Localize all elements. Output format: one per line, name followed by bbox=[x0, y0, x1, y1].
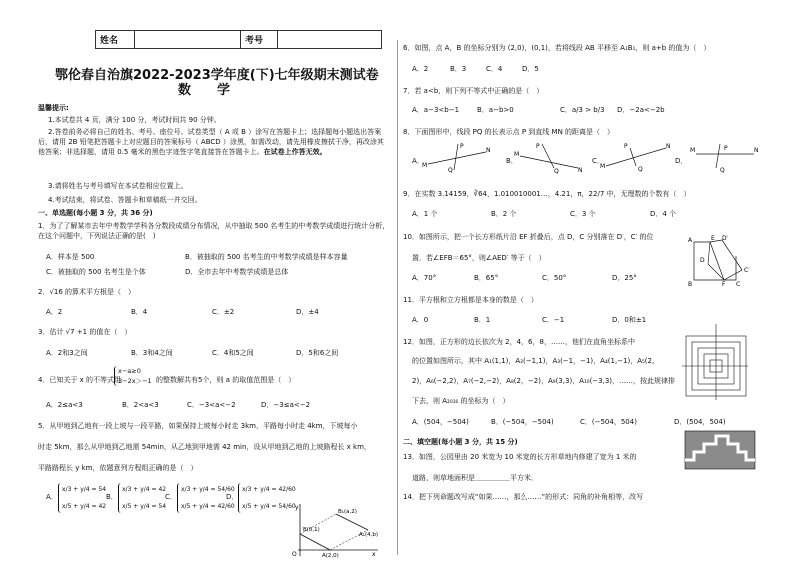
q6-point-b1-label: B₁(a,2) bbox=[338, 509, 357, 515]
svg-text:Q: Q bbox=[720, 167, 725, 174]
q6-origin-label: O bbox=[292, 551, 297, 558]
q4-stem-b: 的整数解共有5个，则 a 的取值范围是（ ） bbox=[156, 376, 296, 384]
notice-p2: 2.答卷前务必将自己的姓名、考号、座位号、试卷类型（ A 或 B ）涂写在答题卡上；选择题每小题选出答案后，请用 2B 铅笔把答题卡上对应题目的答案标号（ ABCD ）涂黑，如需改动，请先用橡皮擦拭干净，再改涂其他答案；非选择题，请用 0.5 毫米的黑色字迹签字笔直接答在答题卡上。在试卷上作答无效。 bbox=[38, 128, 384, 156]
q11-option-c: C．−1 bbox=[542, 316, 565, 324]
q6-option-b: B．3 bbox=[450, 65, 467, 73]
q6-option-a: A．2 bbox=[412, 65, 429, 73]
q9-stem: 9．在实数 3.14159，∛64，1.010010001…，4.21，π，22/7 中，无理数的个数有（ ） bbox=[403, 190, 691, 198]
svg-text:C′: C′ bbox=[744, 267, 750, 274]
q9-option-a: A．1 个 bbox=[412, 210, 438, 218]
q2-option-b: B．4 bbox=[131, 308, 148, 316]
svg-text:P: P bbox=[460, 143, 464, 150]
q4-stem-a: 4．已知关于 x 的不等式组 bbox=[38, 376, 122, 384]
q8-option-c-label: C． bbox=[592, 157, 604, 165]
svg-text:N: N bbox=[578, 167, 583, 174]
q7-option-c: C．a/3 > b/3 bbox=[560, 106, 605, 114]
q10-option-b: B．65° bbox=[474, 274, 499, 282]
q3-stem: 3．估计 √7 +1 的值在（ ） bbox=[38, 328, 132, 336]
q6-option-c: C．4 bbox=[486, 65, 503, 73]
q6-x-axis-label: x bbox=[372, 551, 376, 558]
exam-title: 鄂伦春自治旗2022-2023学年度(下)七年级期末测试卷 bbox=[55, 68, 379, 83]
q5-line1: 5．从甲地到乙地有一段上坡与一段平路，如果保持上坡每小时走 3km，平路每小时走 4km，下坡每小 bbox=[38, 422, 358, 430]
subject-title: 数 学 bbox=[178, 83, 231, 98]
svg-text:Q: Q bbox=[448, 167, 453, 174]
q4-option-b: B．2<a<3 bbox=[122, 401, 159, 409]
q2-option-d: D．±4 bbox=[296, 308, 319, 316]
q1-stem: 1．为了了解某市去年中考数学学科各分数段成绩分布情况，从中抽取 500 名考生的中考数学成绩进行统计分析，在这个问题中，下列说法正确的是( ) bbox=[38, 222, 390, 240]
q4-system-line1: x−a≥0 bbox=[118, 367, 141, 375]
q3-option-d: D．5和6之间 bbox=[296, 349, 339, 357]
q6-point-a-label: A(2,0) bbox=[322, 553, 339, 558]
svg-text:D′: D′ bbox=[722, 235, 728, 242]
svg-text:M: M bbox=[690, 147, 696, 154]
q12-option-d: D．(504，504) bbox=[674, 418, 726, 426]
name-label: 姓名 bbox=[96, 31, 135, 49]
q4-system-line2: 3−2x＞−1 bbox=[118, 377, 152, 385]
q3-option-c: C．4和5之间 bbox=[212, 349, 254, 357]
q10-option-c: C．50° bbox=[542, 274, 567, 282]
svg-text:P: P bbox=[724, 145, 728, 152]
svg-text:M: M bbox=[514, 151, 520, 158]
q8-option-a-label: A． bbox=[412, 157, 424, 165]
q12-line2: 的位置如图所示，其中 A₁(1,1)，A₂(−1,1)，A₃(−1，−1)，A₄(1,−1)，A₅(2, bbox=[412, 357, 655, 365]
q13-line2: 道路，则草地面积是＿＿＿＿＿平方米． bbox=[412, 474, 538, 482]
svg-text:M: M bbox=[422, 162, 428, 169]
q3-option-b: B．3和4之间 bbox=[131, 349, 173, 357]
q7-stem: 7．若 a<b，则下列不等式中正确的是（ ） bbox=[403, 87, 544, 95]
q3-option-a: A．2和3之间 bbox=[46, 349, 88, 357]
svg-text:P: P bbox=[624, 143, 628, 150]
section2-heading: 二、填空题(每小题 3 分，共 15 分) bbox=[403, 438, 518, 446]
section1-heading: 一、单选题(每小题 3 分，共 36 分) bbox=[38, 209, 153, 217]
q1-option-b: B．被抽取的 500 名考生的中考数学成绩是样本容量 bbox=[185, 253, 348, 261]
notice-p1: 1.本试卷共 4 页，满分 100 分，考试时间共 90 分钟。 bbox=[48, 116, 221, 124]
q6-coordinate-figure bbox=[286, 500, 386, 558]
q5-line2: 时走 5km，那么从甲地到乙地需 54min，从乙地到甲地需 42 min，设从甲地到乙地的上坡路程长 x km， bbox=[38, 443, 371, 451]
q9-option-b: B．2 个 bbox=[491, 210, 517, 218]
q8-figure-a bbox=[422, 140, 492, 174]
notice-p4: 4.考试结束，将试卷、答题卡和草稿纸一并交回。 bbox=[48, 196, 202, 204]
name-id-table bbox=[95, 30, 382, 49]
svg-text:B: B bbox=[688, 281, 693, 288]
svg-text:M: M bbox=[600, 163, 606, 170]
svg-text:Q: Q bbox=[554, 168, 559, 174]
q12-line4: 下去，则 A₂₀₁₆ 的坐标为（ ） bbox=[412, 397, 510, 405]
id-label: 考号 bbox=[241, 31, 278, 49]
q2-option-a: A．2 bbox=[46, 308, 63, 316]
svg-text:D: D bbox=[700, 257, 705, 264]
q10-fold-figure bbox=[686, 234, 756, 288]
q6-option-d: D．5 bbox=[522, 65, 539, 73]
svg-text:P: P bbox=[536, 143, 540, 150]
q13-lawn-figure bbox=[684, 430, 756, 470]
q7-option-a: A．a−3<b−1 bbox=[412, 106, 460, 114]
q8-option-d-label: D． bbox=[675, 157, 688, 165]
q8-figure-c bbox=[600, 140, 672, 174]
q1-option-d: D．全市去年中考数学成绩是总体 bbox=[185, 268, 289, 276]
q5-line3: 平路路程长 y km，依题意列方程组正确的是（ ） bbox=[38, 464, 198, 472]
svg-text:C: C bbox=[736, 281, 741, 288]
q4-option-d: D．−3≤a<−2 bbox=[261, 401, 311, 409]
q8-figure-d bbox=[690, 140, 760, 174]
q4-option-c: C．−3<a<−2 bbox=[187, 401, 236, 409]
q6-stem: 6．如图，点 A，B 的坐标分别为 (2,0)，(0,1)，若将线段 AB 平移至 A₁B₁，则 a+b 的值为（ ） bbox=[403, 44, 711, 52]
q12-line1: 12．如图，正方形的边长依次为 2，4，6，8，……，他们在直角坐标系中 bbox=[403, 338, 635, 346]
svg-text:N: N bbox=[486, 147, 491, 154]
q10-line1: 10．如图所示，把一个长方形纸片沿 EF 折叠后，点 D，C 分别落在 D′，C′ 的位 bbox=[403, 233, 654, 241]
svg-text:E: E bbox=[711, 235, 715, 242]
q8-option-b-label: B． bbox=[506, 157, 518, 165]
column-divider bbox=[397, 40, 398, 555]
q11-option-b: B．1 bbox=[474, 316, 491, 324]
q6-point-b-label: B(0,1) bbox=[303, 527, 320, 533]
svg-text:A: A bbox=[688, 237, 693, 244]
q12-option-a: A．(504，−504) bbox=[412, 418, 469, 426]
q7-option-b: B．a−b>0 bbox=[477, 106, 514, 114]
q12-option-b: B．(−504，−504) bbox=[491, 418, 554, 426]
svg-text:N: N bbox=[754, 147, 759, 154]
notice-p3: 3.请将姓名与考号填写在本试卷相应位置上。 bbox=[48, 182, 188, 190]
q13-line1: 13．如图，公园里由 20 米宽为 10 米宽的长方形草地内修建了宽为 1 米的 bbox=[403, 453, 637, 461]
q11-option-d: D．0和±1 bbox=[612, 316, 647, 324]
q10-option-a: A．70° bbox=[412, 274, 437, 282]
q7-option-d: D．−2a<−2b bbox=[617, 106, 665, 114]
q10-option-d: D．25° bbox=[612, 274, 637, 282]
q6-y-axis-label: y bbox=[295, 504, 299, 511]
q9-option-c: C．3 个 bbox=[570, 210, 596, 218]
svg-text:N: N bbox=[666, 143, 671, 150]
q1-option-a: A．样本是 500 bbox=[46, 253, 95, 261]
q4-option-a: A．2≤a<3 bbox=[46, 401, 83, 409]
q11-option-a: A．0 bbox=[412, 316, 429, 324]
svg-text:F: F bbox=[722, 281, 726, 288]
q14-line1: 14．把下列命题改写成“如果……，那么……”的形式：同角的补角相等，改写 bbox=[403, 493, 644, 501]
q2-stem: 2．√16 的算术平方根是（ ） bbox=[38, 288, 136, 296]
q8-stem: 8．下面图形中，线段 PQ 的长表示点 P 到直线 MN 的距离是（ ） bbox=[403, 128, 615, 136]
q6-point-a1-label: A₁(4,b) bbox=[359, 532, 378, 538]
q2-option-c: C．±2 bbox=[212, 308, 235, 316]
q8-figure-b bbox=[514, 140, 584, 174]
svg-text:Q: Q bbox=[638, 166, 643, 173]
q1-option-c: C．被抽取的 500 名考生是个体 bbox=[46, 268, 146, 276]
q12-line3: 2)，A₆(−2,2)，A₇(−2,−2)，A₈(2，−2)，A₉(3,3)，A₁₀(−3,3)，……，按此规律排 bbox=[412, 377, 676, 385]
id-field[interactable] bbox=[278, 31, 382, 49]
name-field[interactable] bbox=[135, 31, 241, 49]
q11-stem: 11．平方根和立方根都是本身的数是（ ） bbox=[403, 296, 538, 304]
q9-option-d: D．4 个 bbox=[650, 210, 677, 218]
q12-option-c: C．(−504，504) bbox=[580, 418, 637, 426]
q10-line2: 置．若∠EFB＝65°，则∠AED′ 等于（ ） bbox=[412, 254, 546, 262]
notice-title: 温馨提示: bbox=[38, 104, 69, 112]
q12-nested-squares-figure bbox=[680, 322, 750, 402]
